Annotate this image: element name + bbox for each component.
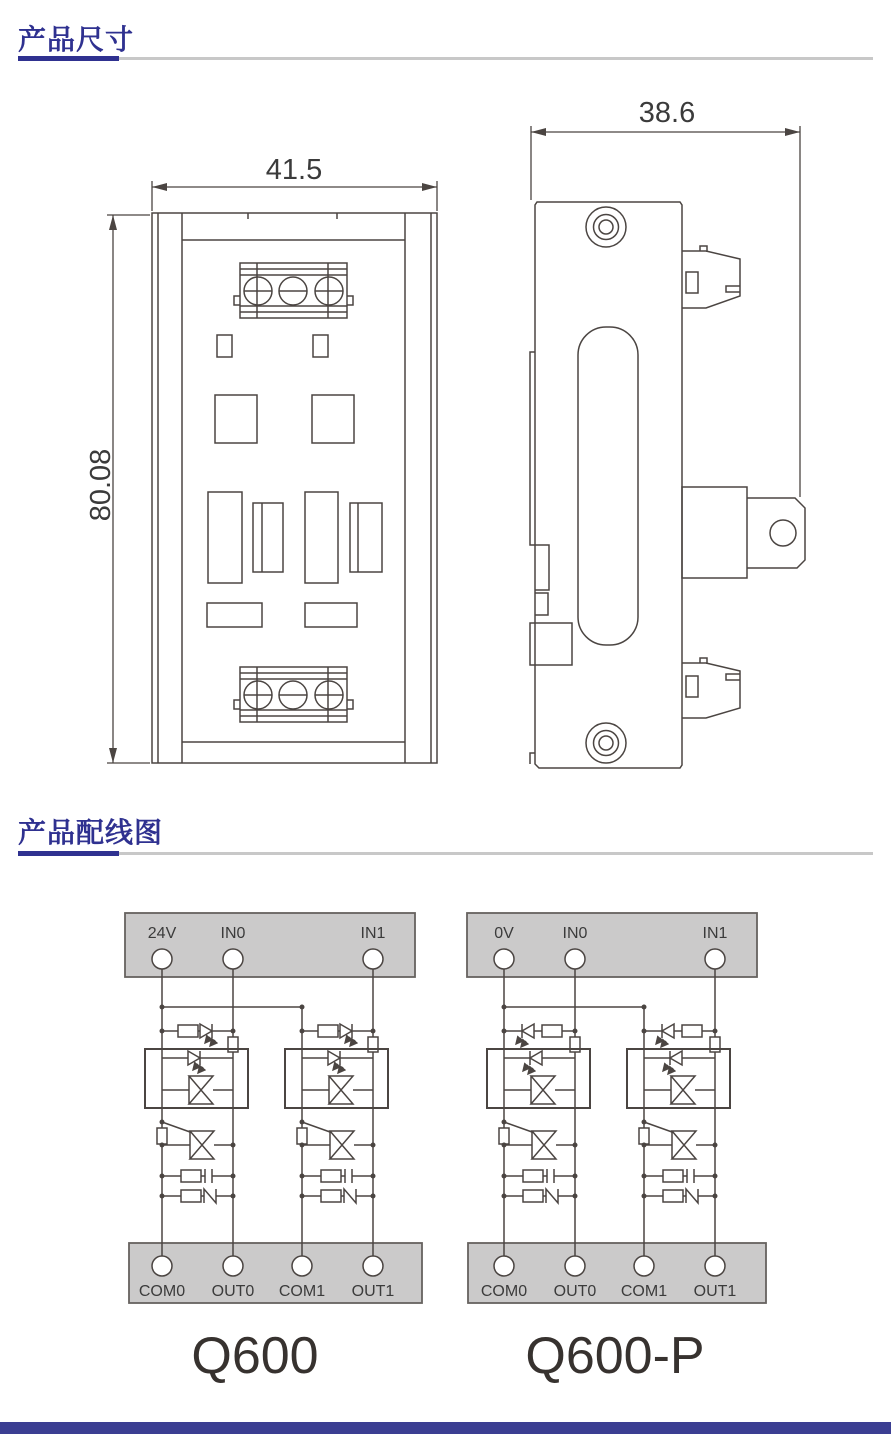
dimension-front-width — [152, 154, 437, 211]
q600p-terminal-label: OUT0 — [553, 1283, 597, 1300]
front-view-drawing — [152, 213, 437, 763]
q600-terminals — [152, 949, 383, 1276]
q600-terminal-label: OUT1 — [351, 1283, 395, 1300]
q600-terminal-label: COM0 — [138, 1283, 186, 1300]
q600-terminal-label: IN1 — [360, 925, 386, 942]
q600-terminal-label: IN0 — [220, 925, 246, 942]
front-terminal-block-top — [234, 263, 353, 318]
q600p-terminal-label: IN0 — [562, 925, 588, 942]
q600-channel0-circuit — [145, 969, 248, 1256]
front-width-value: 41.5 — [265, 154, 323, 186]
q600p-terminal-label: 0V — [494, 925, 514, 942]
front-terminal-block-bottom — [234, 667, 353, 722]
mounting-screw-bottom — [586, 723, 626, 763]
relay-tab — [682, 487, 805, 578]
side-connector-bottom — [682, 658, 740, 718]
side-connector-top — [682, 246, 740, 308]
q600p-channel0-circuit — [487, 969, 590, 1256]
q600-model-label: Q600 — [191, 1327, 319, 1385]
q600p-terminal-label: COM1 — [620, 1283, 668, 1300]
side-depth-value: 38.6 — [638, 97, 696, 129]
dimension-side-depth — [531, 97, 800, 497]
q600-terminal-label: OUT0 — [211, 1283, 255, 1300]
q600p-model-label: Q600-P — [525, 1327, 705, 1385]
q600p-terminal-label: COM0 — [480, 1283, 528, 1300]
q600-channel1-circuit — [285, 969, 388, 1256]
section-title-dimensions: 产品尺寸 — [18, 24, 135, 55]
q600-terminal-label: 24V — [147, 925, 177, 942]
q600p-diagram — [467, 913, 766, 1385]
mounting-screw-top — [586, 207, 626, 247]
q600-diagram — [125, 913, 422, 1385]
front-height-value: 80.08 — [85, 448, 117, 522]
q600p-channel1-circuit — [627, 969, 730, 1256]
side-view-drawing — [530, 202, 805, 768]
q600p-terminals — [494, 949, 725, 1276]
footer-accent-bar — [0, 1422, 891, 1434]
q600p-terminal-label: IN1 — [702, 925, 728, 942]
dimension-front-height — [85, 215, 150, 763]
q600p-terminal-label: OUT1 — [693, 1283, 737, 1300]
section-title-wiring: 产品配线图 — [18, 817, 164, 848]
q600-terminal-label: COM1 — [278, 1283, 326, 1300]
